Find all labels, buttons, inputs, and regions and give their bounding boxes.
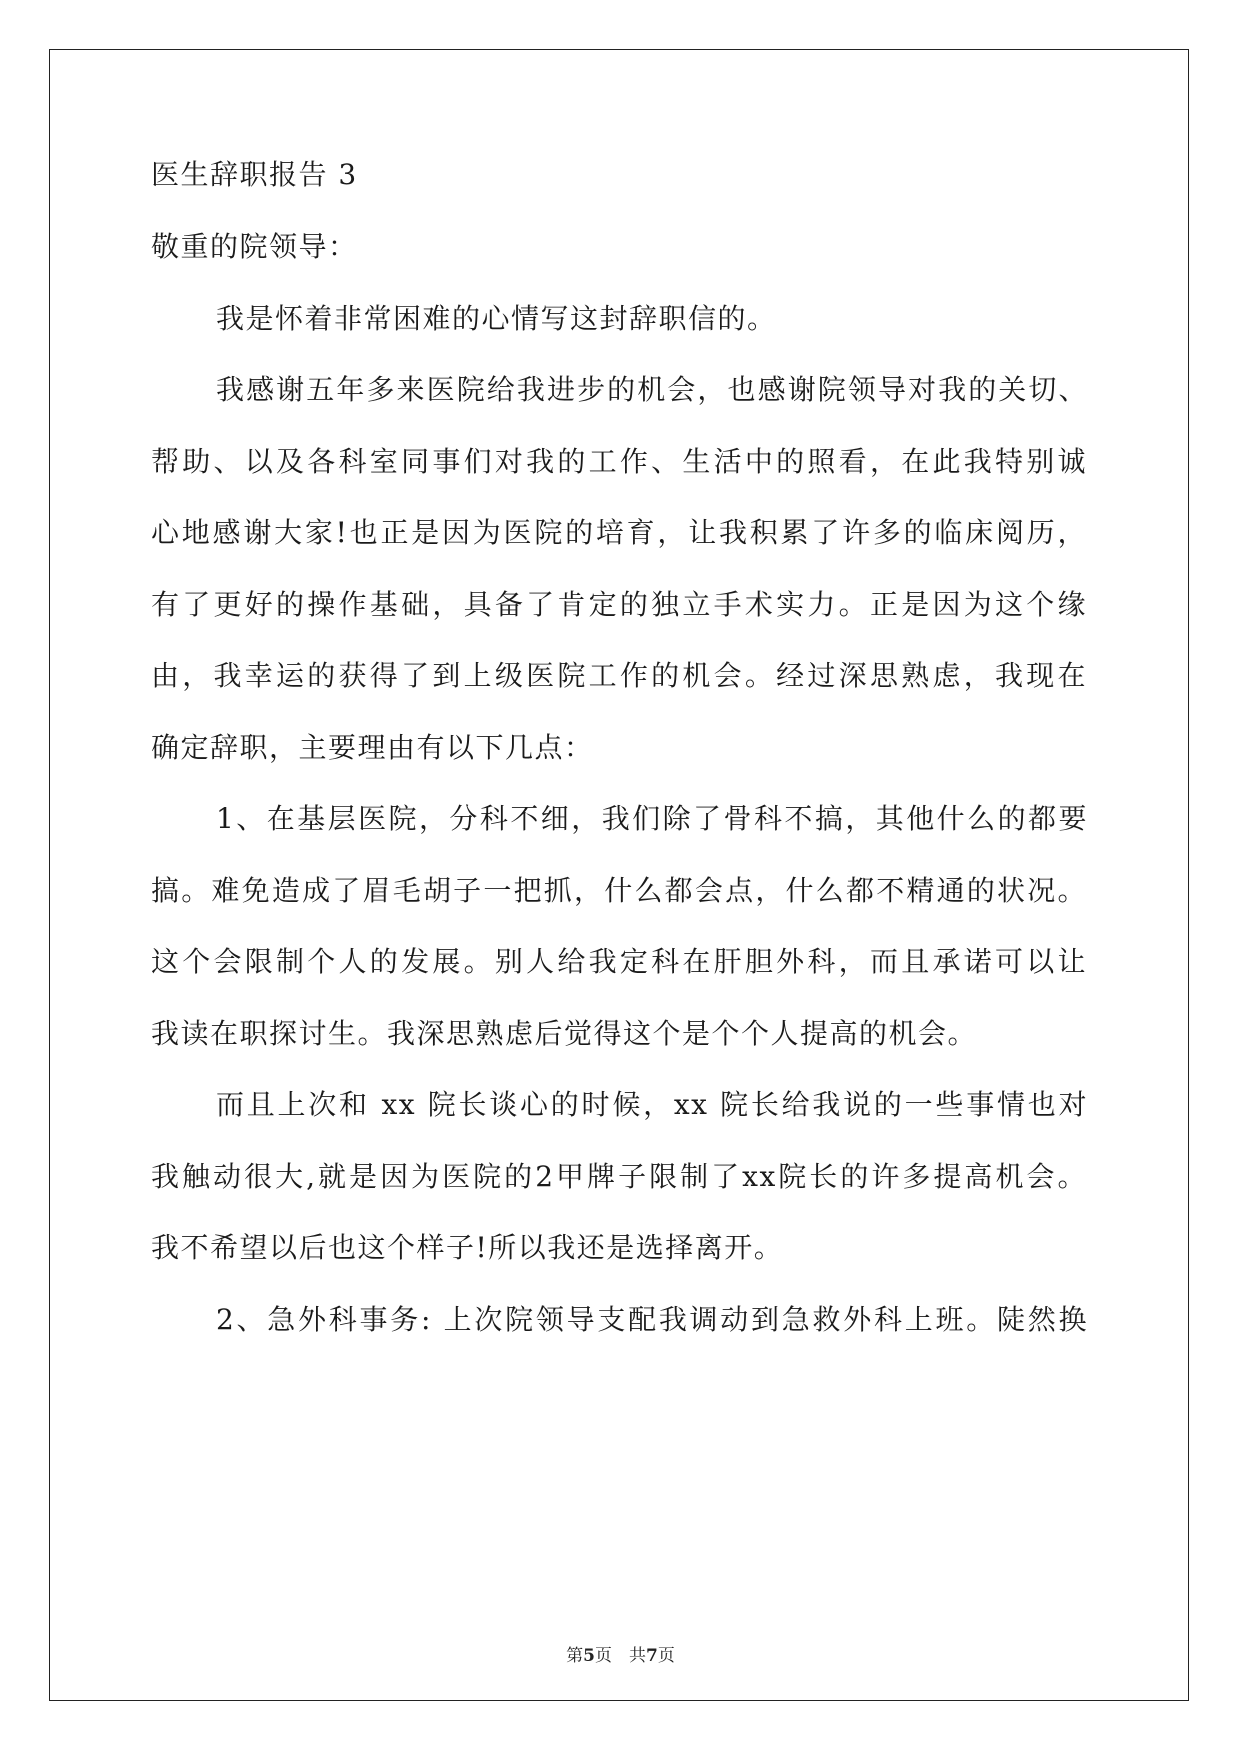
body-line: 搞。难免造成了眉毛胡子一把抓，什么都会点，什么都不精通的状况。: [151, 874, 1087, 907]
total-page-number: 7: [646, 1646, 658, 1666]
body-line: 由，我幸运的获得了到上级医院工作的机会。经过深思熟虑，我现在: [151, 659, 1087, 692]
body-line: 有了更好的操作基础，具备了肯定的独立手术实力。正是因为这个缘: [151, 588, 1087, 621]
body-line: 这个会限制个人的发展。别人给我定科在肝胆外科，而且承诺可以让: [151, 945, 1087, 978]
page-mid: 页 共: [595, 1646, 646, 1666]
body-line: 我触动很大,就是因为医院的2甲牌子限制了xx院长的许多提高机会。: [151, 1160, 1087, 1193]
body-line: 心地感谢大家!也正是因为医院的培育，让我积累了许多的临床阅历，: [151, 516, 1087, 549]
body-line: 1、在基层医院，分科不细，我们除了骨科不搞，其他什么的都要: [216, 802, 1088, 835]
page-prefix: 第: [566, 1646, 584, 1666]
body-line: 我读在职探讨生。我深思熟虑后觉得这个是个个人提高的机会。: [151, 1017, 978, 1050]
body-line: 而且上次和 xx 院长谈心的时候，xx 院长给我说的一些事情也对: [216, 1088, 1088, 1121]
salutation: 敬重的院领导：: [151, 230, 358, 263]
body-line: 我是怀着非常困难的心情写这封辞职信的。: [216, 302, 777, 335]
body-line: 我感谢五年多来医院给我进步的机会，也感谢院领导对我的关切、: [216, 373, 1088, 406]
page-suffix: 页: [657, 1646, 675, 1666]
body-line: 帮助、以及各科室同事们对我的工作、生活中的照看，在此我特别诚: [151, 445, 1087, 478]
page-footer: [0, 1645, 1241, 1667]
current-page-number: 5: [583, 1646, 595, 1666]
body-line: 我不希望以后也这个样子!所以我还是选择离开。: [151, 1231, 784, 1264]
body-line: 确定辞职，主要理由有以下几点：: [151, 731, 594, 764]
body-line: 2、急外科事务: 上次院领导支配我调动到急救外科上班。陡然换: [216, 1303, 1088, 1336]
document-title: 医生辞职报告 3: [151, 158, 358, 191]
